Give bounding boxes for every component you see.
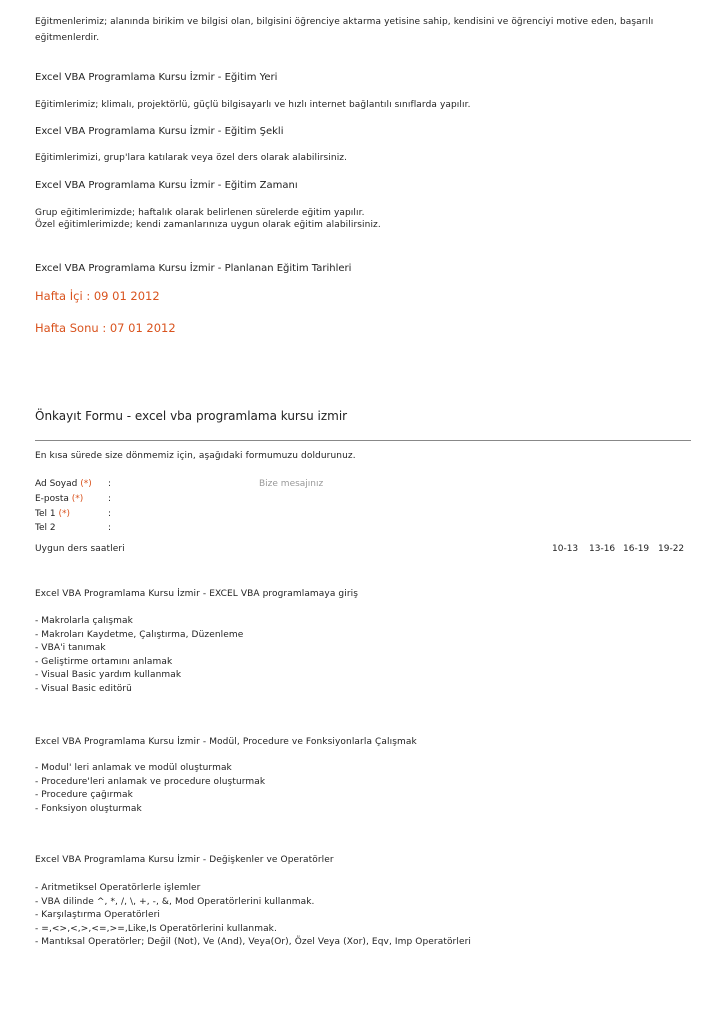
list-item: - VBA'i tanımak bbox=[35, 643, 106, 654]
list-item: - Makroları Kaydetme, Çalıştırma, Düzenleme bbox=[35, 629, 244, 640]
hours-label: Uygun ders saatleri bbox=[35, 544, 125, 554]
colon: : bbox=[108, 509, 112, 519]
module-1-list bbox=[35, 615, 243, 697]
time-heading: Excel VBA Programlama Kursu İzmir - Eğitim Zamanı bbox=[35, 180, 298, 191]
list-item: - Mantıksal Operatörler; Değil (Not), Ve (And), Veya(Or), Özel Veya (Xor), Eqv, Imp Operatörleri bbox=[35, 937, 471, 948]
list-item: - Aritmetiksel Operatörlerle işlemler bbox=[35, 883, 201, 893]
time-text-private: Özel eğitimlerimizde; kendi zamanlarınıza uygun olarak eğitim alabilirsiniz. bbox=[35, 220, 381, 230]
time-text-group: Grup eğitimlerimizde; haftalık olarak belirlenen sürelerde eğitim yapılır. bbox=[35, 208, 365, 218]
list-item: - VBA dilinde ^, *, /, \, +, -, &, Mod Operatörlerini kullanmak. bbox=[35, 896, 315, 907]
list-item: - =,<>,<,>,<=,>=,Like,Is Operatörlerini kullanmak. bbox=[35, 923, 277, 934]
location-heading: Excel VBA Programlama Kursu İzmir - Eğitim Yeri bbox=[35, 72, 278, 83]
format-heading: Excel VBA Programlama Kursu İzmir - Eğitim Şekli bbox=[35, 126, 284, 137]
colon: : bbox=[108, 479, 112, 489]
name-label: Ad Soyad (*) bbox=[35, 479, 92, 489]
time-text bbox=[35, 208, 381, 230]
module-2-list bbox=[35, 762, 265, 816]
list-item: - Procedure çağırmak bbox=[35, 790, 133, 801]
weekday-date: Hafta İçi : 09 01 2012 bbox=[35, 289, 160, 303]
phone2-label: Tel 2 bbox=[35, 523, 56, 533]
form-intro: En kısa sürede size dönmemiz için, aşağıdaki formumuzu doldurunuz. bbox=[35, 451, 356, 461]
email-label: E-posta (*) bbox=[35, 494, 84, 504]
list-item: - Karşılaştırma Operatörleri bbox=[35, 910, 160, 921]
list-item: - Modul' leri anlamak ve modül oluşturmak bbox=[35, 763, 232, 773]
intro-text bbox=[35, 17, 653, 43]
phone1-label: Tel 1 (*) bbox=[35, 509, 70, 519]
list-item: - Geliştirme ortamını anlamak bbox=[35, 656, 173, 667]
weekend-date: Hafta Sonu : 07 01 2012 bbox=[35, 321, 176, 335]
hours-option-1[interactable]: 10-13 bbox=[552, 544, 579, 554]
hours-option-3[interactable]: 16-19 bbox=[623, 544, 650, 554]
form-title: Önkayıt Formu - excel vba programlama kursu izmir bbox=[35, 409, 348, 423]
module-3-list bbox=[35, 882, 471, 950]
list-item: - Fonksiyon oluşturmak bbox=[35, 803, 142, 814]
module-1-title: Excel VBA Programlama Kursu İzmir - EXCEL VBA programlamaya giriş bbox=[35, 589, 359, 599]
format-text: Eğitimlerimizi, grup'lara katılarak veya özel ders olarak alabilirsiniz. bbox=[35, 153, 348, 163]
list-item: - Visual Basic yardım kullanmak bbox=[35, 670, 182, 681]
hours-option-2[interactable]: 13-16 bbox=[589, 544, 616, 554]
colon: : bbox=[108, 523, 112, 533]
list-item: - Procedure'leri anlamak ve procedure oluşturmak bbox=[35, 776, 266, 787]
dates-heading: Excel VBA Programlama Kursu İzmir - Planlanan Eğitim Tarihleri bbox=[35, 263, 352, 274]
list-item: - Makrolarla çalışmak bbox=[35, 616, 133, 626]
colon: : bbox=[108, 494, 112, 504]
divider bbox=[35, 440, 691, 441]
location-text: Eğitimlerimiz; klimalı, projektörlü, güçlü bilgisayarlı ve hızlı internet bağlantılı sınıflarda yapılır. bbox=[35, 100, 471, 110]
message-placeholder[interactable]: Bize mesajınız bbox=[259, 479, 324, 489]
hours-option-4[interactable]: 19-22 bbox=[658, 544, 685, 554]
module-3-title: Excel VBA Programlama Kursu İzmir - Değişkenler ve Operatörler bbox=[35, 855, 334, 865]
list-item: - Visual Basic editörü bbox=[35, 683, 132, 694]
module-2-title: Excel VBA Programlama Kursu İzmir - Modül, Procedure ve Fonksiyonlarla Çalışmak bbox=[35, 737, 417, 747]
intro-line-1: Eğitmenlerimiz; alanında birikim ve bilgisi olan, bilgisini öğrenciye aktarma yetisine sahip, kendisini ve öğrenciyi motive eden, başarılı bbox=[35, 17, 654, 27]
intro-line-2: eğitmenlerdir. bbox=[35, 33, 100, 43]
